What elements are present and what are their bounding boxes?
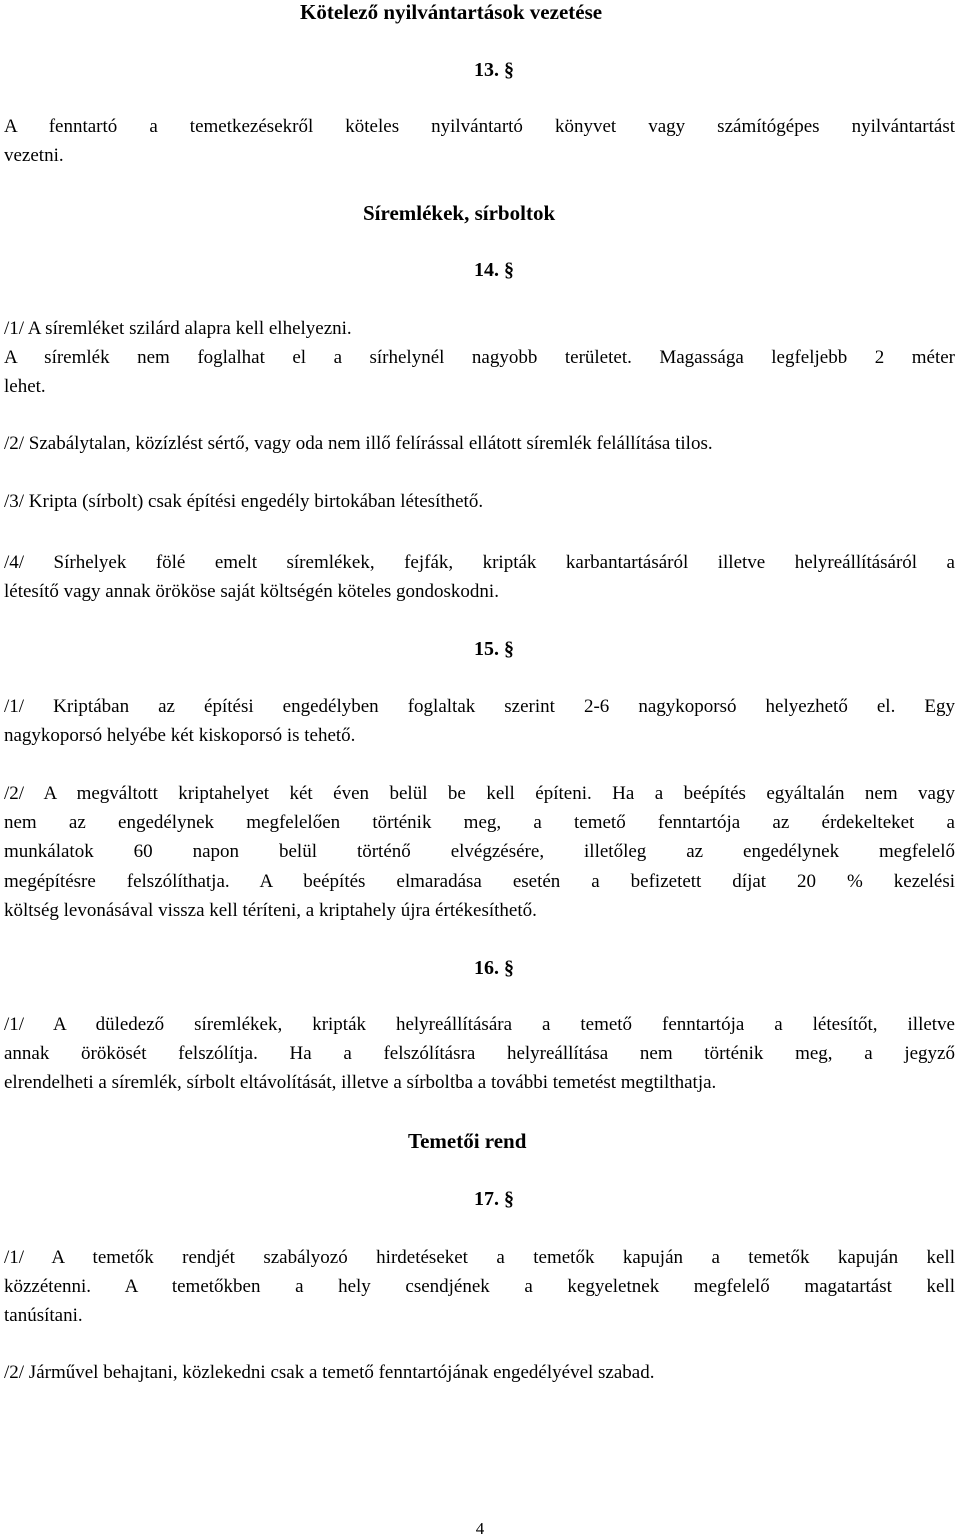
section-14-number: 14. § xyxy=(474,259,514,281)
section-14-p4-line2: létesítő vagy annak örököse saját költségén köteles gondoskodni. xyxy=(4,581,499,602)
heading-temetoi-rend: Temetői rend xyxy=(408,1129,527,1153)
section-15-number: 15. § xyxy=(474,638,514,660)
document-title: Kötelező nyilvántartások vezetése xyxy=(300,0,603,24)
section-14-p1-line1: /1/ A síremléket szilárd alapra kell elhelyezni. xyxy=(4,318,352,339)
section-15-p2-line3: munkálatok 60 napon belül történő elvégzésére, illetőleg az engedélynek megfelelő xyxy=(4,841,955,862)
section-16-p1-line3: elrendelheti a síremlék, sírbolt eltávolítását, illetve a sírboltba a további temetést megtilthatja. xyxy=(4,1072,717,1093)
section-13-line2: vezetni. xyxy=(4,145,64,166)
section-15-p2-line5: költség levonásával vissza kell téríteni, a kriptahely újra értékesíthető. xyxy=(4,900,537,921)
section-15-p2-line1: /2/ A megváltott kriptahelyet két éven belül be kell építeni. Ha a beépítés egyáltalán nem vagy xyxy=(4,783,955,804)
section-14-p1-line3: lehet. xyxy=(4,376,46,397)
section-16-p1-line1: /1/ A düledező síremlékek, kripták helyreállítására a temető fenntartója a létesítőt, illetve xyxy=(4,1014,955,1035)
section-15-p1-line2: nagykoporsó helyébe két kiskoporsó is tehető. xyxy=(4,725,356,746)
page-number: 4 xyxy=(475,1519,485,1538)
section-15-p1-line1: /1/ Kriptában az építési engedélyben foglaltak szerint 2-6 nagykoporsó helyezhető el. Egy xyxy=(4,696,955,717)
section-16-number: 16. § xyxy=(474,957,514,979)
section-15-p2-line2: nem az engedélynek megfelelően történik meg, a temető fenntartója az érdekelteket a xyxy=(4,812,955,833)
section-14-p1-line2: A síremlék nem foglalhat el a sírhelynél nagyobb területet. Magassága legfeljebb 2 méter xyxy=(4,347,955,368)
section-14-p2: /2/ Szabálytalan, közízlést sértő, vagy oda nem illő felírással ellátott síremlék felállítása tilos. xyxy=(4,433,713,454)
section-13-number: 13. § xyxy=(474,59,514,81)
section-17-number: 17. § xyxy=(474,1188,514,1210)
section-15-p2-line4: megépítésre felszólíthatja. A beépítés elmaradása esetén a befizetett díjat 20 % kezelési xyxy=(4,871,955,892)
section-14-p3: /3/ Kripta (sírbolt) csak építési engedély birtokában létesíthető. xyxy=(4,491,484,512)
section-17-p1-line3: tanúsítani. xyxy=(4,1305,83,1326)
section-16-p1-line2: annak örökösét felszólítja. Ha a felszólításra helyreállítása nem történik meg, a jegyző xyxy=(4,1043,955,1064)
section-17-p2: /2/ Járművel behajtani, közlekedni csak a temető fenntartójának engedélyével szabad. xyxy=(4,1362,655,1383)
section-14-p4-line1: /4/ Sírhelyek fölé emelt síremlékek, fejfák, kripták karbantartásáról illetve helyreállításáról a xyxy=(4,552,955,573)
section-13-line1: A fenntartó a temetkezésekről köteles nyilvántartó könyvet vagy számítógépes nyilvántartást xyxy=(4,116,955,137)
heading-siremlekek: Síremlékek, sírboltok xyxy=(363,201,556,225)
section-17-p1-line2: közzétenni. A temetőkben a hely csendjének a kegyeletnek megfelelő magatartást kell xyxy=(4,1276,955,1297)
section-17-p1-line1: /1/ A temetők rendjét szabályozó hirdetéseket a temetők kapuján a temetők kapuján kell xyxy=(4,1247,955,1268)
